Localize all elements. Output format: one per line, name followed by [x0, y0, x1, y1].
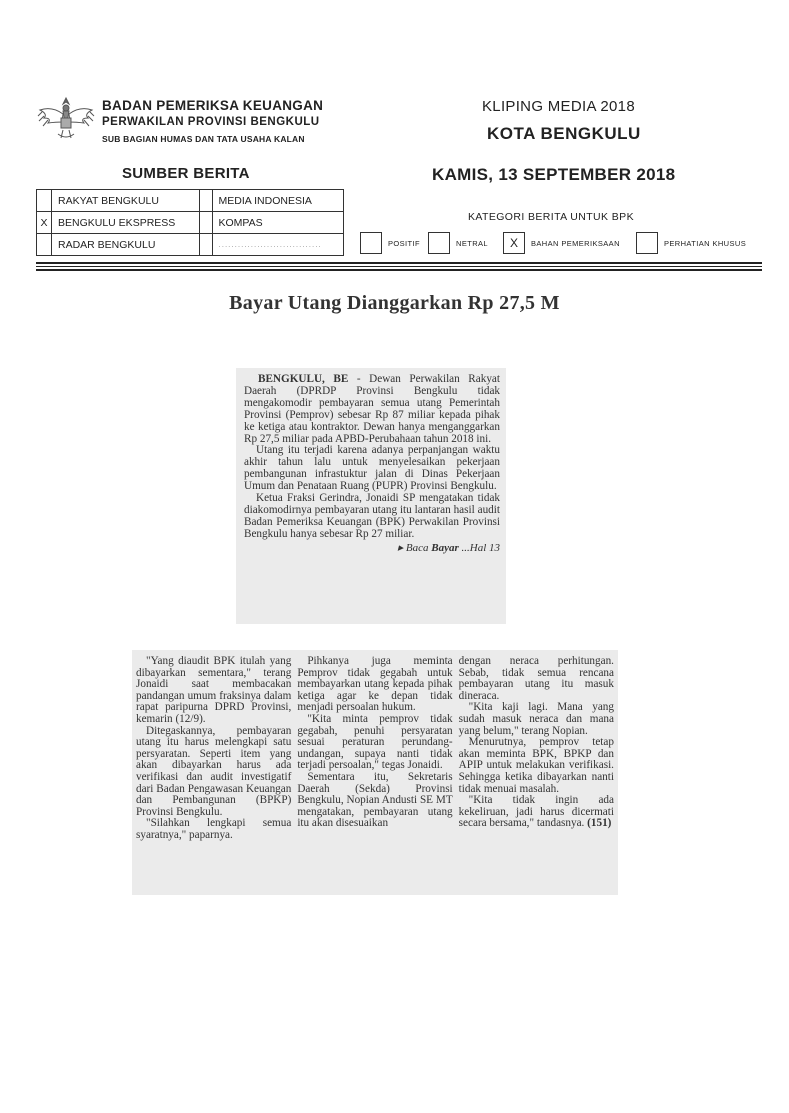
lead-paragraph: Ketua Fraksi Gerindra, Jonaidi SP mengatakan tidak diakomodirnya pembayaran utang itu lantaran hasil audit Badan Pemeriksa Keuangan (BPK) Perwakilan Provinsi Bengkulu hanya sebesar Rp 27 miliar. [244, 492, 500, 540]
body-paragraph: "Kita kaji lagi. Mana yang sudah masuk neraca dan mana yang belum," terang Nopian. [458, 701, 614, 737]
source-mark[interactable] [37, 234, 52, 256]
org-name: BADAN PEMERIKSA KEUANGAN [102, 98, 324, 113]
article-column [297, 656, 452, 895]
source-name-blank: ................................ [212, 234, 343, 256]
article-lead-box [236, 368, 506, 624]
source-mark[interactable] [37, 190, 52, 212]
article-column [136, 656, 291, 895]
body-paragraph: dengan neraca perhitungan. Sebab, tidak semua rencana pembayaran utang itu masuk dineraca. [458, 655, 614, 702]
dateline: BENGKULU, BE [258, 373, 349, 385]
body-paragraph: "Yang diaudit BPK itulah yang dibayarkan sementara," terang Jonaidi saat membacakan pandangan umum fraksinya dalam rapat paripurna DPRD Provinsi, kemarin (12/9). [136, 655, 292, 725]
source-row [37, 212, 344, 234]
lead-paragraph: BENGKULU, BE - Dewan Perwakilan Rakyat Daerah (DPRDP Provinsi Bengkulu tidak mengakomodir pembayaran semua utang Pemerintah Provinsi (Pemprov) sebesar Rp 87 miliar kepada pihak ke ketiga atau kontraktor. Dewan hanya menganggarkan Rp 27,5 miliar pada APBD-Perubahaan tahun 2018 ini. [244, 373, 500, 445]
city-title: KOTA BENGKULU [487, 124, 641, 143]
org-subdivision: SUB BAGIAN HUMAS DAN TATA USAHA KALAN [102, 134, 305, 144]
article-continuation [132, 650, 618, 895]
source-row [37, 190, 344, 212]
category-label: NETRAL [456, 238, 488, 248]
author-signature: (151) [587, 817, 612, 830]
source-section-title: SUMBER BERITA [122, 165, 250, 182]
source-row [37, 234, 344, 256]
source-mark-empty[interactable] [199, 234, 212, 256]
source-name: MEDIA INDONESIA [212, 190, 343, 212]
category-title: KATEGORI BERITA UNTUK BPK [468, 211, 634, 223]
header-divider [36, 262, 762, 264]
body-paragraph: Ditegaskannya, pembayaran utang itu harus melengkapi satu persyaratan. Seperti item yang akan dibayarkan harus ada verifikasi dan audit investigatif dari Badan Pengawasan Keuangan dan Pembangunan (BPKP) Provinsi Bengkulu. [136, 724, 292, 818]
lead-paragraph: Utang itu terjadi karena adanya perpanjangan waktu akhir tahun lalu untuk menyelesaikan pekerjaan pembangunan infrastuktur jalan di Dinas Pekerjaan Umum dan Penataan Ruang (PUPR) Provinsi Bengkulu. [244, 444, 500, 493]
category-checkbox[interactable] [360, 232, 382, 254]
source-mark-empty[interactable] [199, 190, 212, 212]
kliping-title: KLIPING MEDIA 2018 [482, 98, 635, 115]
source-mark-empty[interactable] [199, 212, 212, 234]
source-name: RAKYAT BENGKULU [52, 190, 200, 212]
category-label: PERHATIAN KHUSUS [664, 238, 747, 248]
category-label: BAHAN PEMERIKSAAN [531, 238, 620, 248]
source-table [36, 189, 344, 256]
category-positif[interactable] [360, 232, 420, 254]
body-paragraph: Sementara itu, Sekretaris Daerah (Sekda) Provinsi Bengkulu, Nopian Andusti SE MT mengatakan, pembayaran utang itu akan disesuaikan [297, 770, 453, 830]
header-divider [36, 269, 762, 271]
article-headline: Bayar Utang Dianggarkan Rp 27,5 M [229, 292, 560, 314]
source-name: KOMPAS [212, 212, 343, 234]
category-bahan-pemeriksaan[interactable] [503, 232, 620, 254]
category-checkbox[interactable]: X [503, 232, 525, 254]
body-paragraph: "Kita minta pemprov tidak gegabah, penuhi persyaratan sesuai peraturan perundang-undangan, supaya nanti tidak terjadi persoalan," tegas Jonaidi. [297, 712, 453, 772]
category-label: POSITIF [388, 238, 420, 248]
garuda-emblem-icon [36, 92, 96, 146]
header-divider [36, 266, 762, 267]
continued-reference: ▸ Baca Bayar ...Hal 13 [397, 541, 500, 554]
body-paragraph: Pihkanya juga meminta Pemprov tidak gegabah untuk membayarkan utang kepada pihak ketiga agar ke depan tidak menjadi persoalan hukum. [297, 655, 453, 714]
body-paragraph: "Silahkan lengkapi semua syaratnya," paparnya. [136, 817, 292, 841]
article-column [459, 656, 614, 895]
category-perhatian-khusus[interactable] [636, 232, 746, 254]
publication-date: KAMIS, 13 SEPTEMBER 2018 [432, 165, 676, 184]
body-paragraph: "Kita tidak ingin ada kekeliruan, jadi harus dicermati secara bersama," tandasnya. (151) [458, 794, 614, 830]
category-checkbox[interactable] [636, 232, 658, 254]
source-name: BENGKULU EKSPRESS [52, 212, 200, 234]
body-paragraph: Menurutnya, pemprov tetap akan meminta BPK, BPKP dan APIP untuk melakukan verifikasi. Sehingga ketika dibayarkan nanti tidak menuai masalah. [458, 736, 614, 795]
category-netral[interactable] [428, 232, 488, 254]
source-name: RADAR BENGKULU [52, 234, 200, 256]
source-mark[interactable]: X [37, 212, 52, 234]
category-checkbox[interactable] [428, 232, 450, 254]
org-branch: PERWAKILAN PROVINSI BENGKULU [102, 116, 320, 128]
